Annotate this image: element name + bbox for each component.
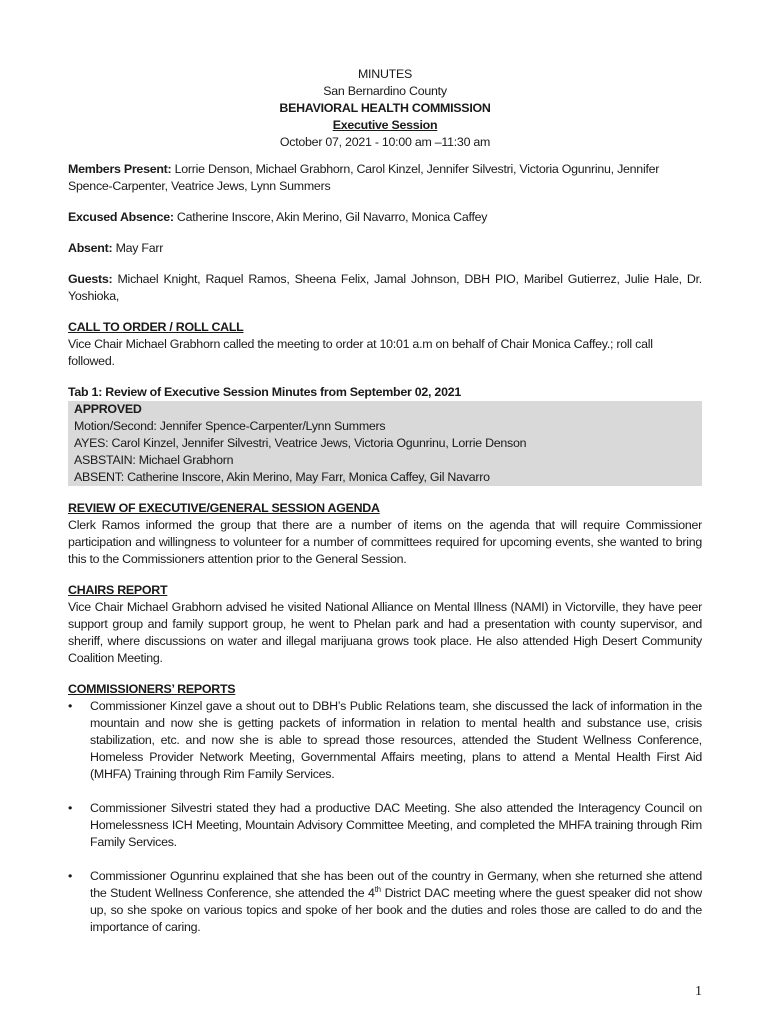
page-number: 1 <box>695 984 702 999</box>
vote-box <box>68 401 702 486</box>
excused-absence-label: Excused Absence: <box>68 210 174 224</box>
excused-absence-text: Catherine Inscore, Akin Merino, Gil Navarro, Monica Caffey <box>173 210 488 224</box>
call-to-order-title: CALL TO ORDER / ROLL CALL <box>68 320 244 334</box>
vote-status: APPROVED <box>74 402 142 416</box>
list-item <box>68 868 702 936</box>
vote-absent: ABSENT: Catherine Inscore, Akin Merino, May Farr, Monica Caffey, Gil Navarro <box>74 470 490 484</box>
vote-ayes: AYES: Carol Kinzel, Jennifer Silvestri, Veatrice Jews, Victoria Ogunrinu, Lorrie Denson <box>74 436 527 450</box>
header-county: San Bernardino County <box>323 84 447 98</box>
guests-label: Guests: <box>68 272 113 286</box>
vote-motion: Motion/Second: Jennifer Spence-Carpenter/Lynn Summers <box>74 419 386 433</box>
absent-label: Absent: <box>68 241 113 255</box>
bullet-icon: • <box>68 869 73 883</box>
commissioners-reports-section <box>68 681 702 936</box>
commissioners-reports-list <box>68 698 702 936</box>
review-agenda-text: Clerk Ramos informed the group that there are a number of items on the agenda that will require Commissioner participation and willingness to volunteer for a number of committees required for upcoming events, she wanted to bring this to the Commissioners attention prior to the General Session. <box>68 518 702 566</box>
chairs-report-text: Vice Chair Michael Grabhorn advised he visited National Alliance on Mental Illness (NAMI) in Victorville, they have peer support group and family support group, he went to Phelan park and had a presentation with county supervisor, and sheriff, where discussions on water and illegal marijuana grows took place. He also attended High Desert Community Coalition Meeting. <box>68 600 702 665</box>
vote-abstain: ASBSTAIN: Michael Grabhorn <box>74 453 234 467</box>
absent <box>68 240 702 257</box>
call-to-order-text: Vice Chair Michael Grabhorn called the meeting to order at 10:01 a.m on behalf of Chair Monica Caffey.; roll call followed. <box>68 337 653 368</box>
tab1-title: Tab 1: Review of Executive Session Minutes from September 02, 2021 <box>68 385 461 399</box>
excused-absence <box>68 209 702 226</box>
list-item <box>68 698 702 783</box>
bullet-icon: • <box>68 801 73 815</box>
guests-text: Michael Knight, Raquel Ramos, Sheena Felix, Jamal Johnson, DBH PIO, Maribel Gutierrez, Julie Hale, Dr. Yoshioka, <box>68 272 702 303</box>
ordinal-suffix: th <box>374 884 381 894</box>
review-agenda-section <box>68 500 702 568</box>
report-text: Commissioner Silvestri stated they had a productive DAC Meeting. She also attended the Interagency Council on Homelessness ICH Meeting, Mountain Advisory Committee Meeting, and completed the MHFA training through Rim Family Services. <box>90 801 702 849</box>
header-minutes: MINUTES <box>357 67 412 81</box>
members-present-label: Members Present: <box>68 162 172 176</box>
header-commission: BEHAVIORAL HEALTH COMMISSION <box>279 101 491 115</box>
chairs-report-title: CHAIRS REPORT <box>68 583 168 597</box>
tab1-section <box>68 384 702 486</box>
call-to-order-section <box>68 319 702 370</box>
members-present-text: Lorrie Denson, Michael Grabhorn, Carol Kinzel, Jennifer Silvestri, Victoria Ogunrinu, Jennifer Spence-Carpenter, Veatrice Jews, Lynn Summers <box>68 162 660 193</box>
minutes-document <box>68 66 702 953</box>
header-date: October 07, 2021 - 10:00 am –11:30 am <box>279 135 491 149</box>
list-item <box>68 800 702 851</box>
absent-text: May Farr <box>112 241 164 255</box>
report-text-before: Commissioner Ogunrinu explained that she has been out of the country in Germany, when she returned she attend the Student Wellness Conference, she attended the 4 <box>90 869 702 900</box>
report-text-after: District DAC meeting where the guest speaker did not show up, so she spoke on various topics and spoke of her book and the duties and roles those are called to do and the importance of caring. <box>90 886 703 934</box>
bullet-icon: • <box>68 699 73 713</box>
document-header <box>68 66 702 151</box>
review-agenda-title: REVIEW OF EXECUTIVE/GENERAL SESSION AGENDA <box>68 501 380 515</box>
members-present <box>68 161 702 195</box>
guests <box>68 271 702 305</box>
report-text: Commissioner Kinzel gave a shout out to DBH’s Public Relations team, she discussed the lack of information in the mountain and now she is getting packets of information in relation to mental health and substance use, crisis stabilization, etc. and now she is able to spread those resources, attended the Student Wellness Conference, Homeless Provider Network Meeting, Governmental Affairs meeting, plans to attend a Mental Health First Aid (MHFA) Training through Rim Family Services. <box>90 699 702 781</box>
commissioners-reports-title: COMMISSIONERS’ REPORTS <box>68 682 236 696</box>
header-session: Executive Session <box>332 118 438 132</box>
chairs-report-section <box>68 582 702 667</box>
